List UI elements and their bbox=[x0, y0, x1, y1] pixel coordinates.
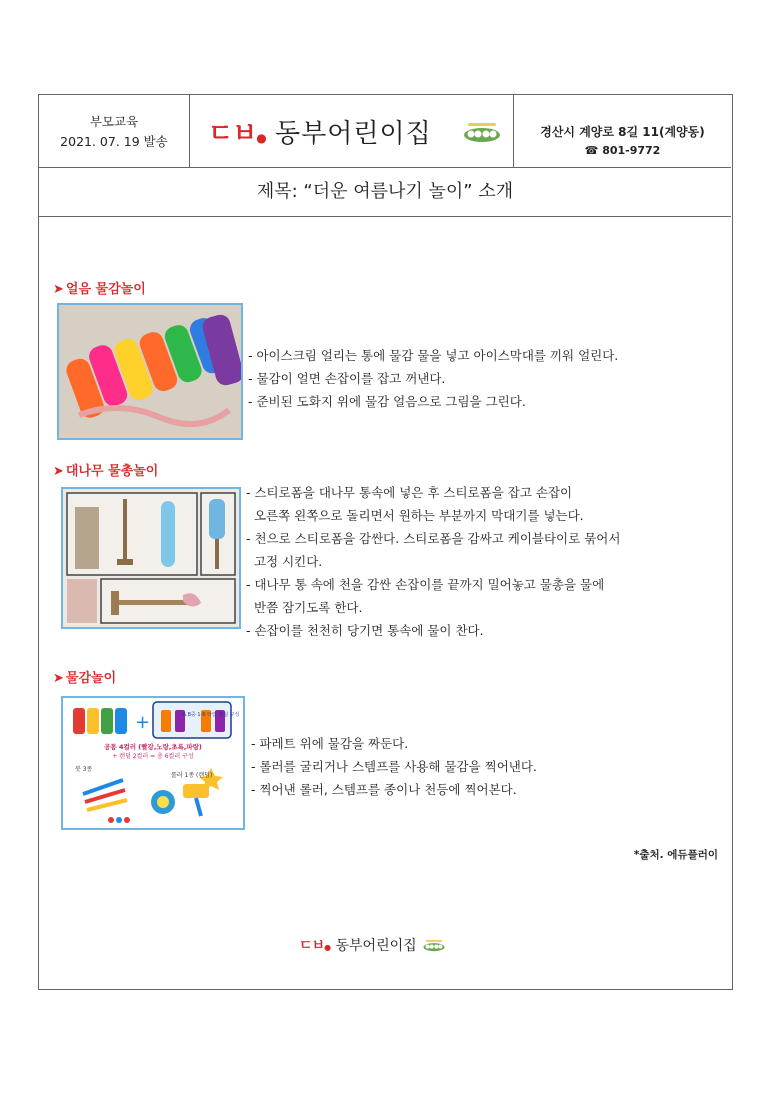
arrow-icon: ➤ bbox=[53, 464, 64, 479]
arrow-icon: ➤ bbox=[53, 671, 64, 686]
document-title: 제목: “더운 여름나기 놀이” 소개 bbox=[39, 168, 731, 217]
image-sub-caption: + 랜덤 2컬러 = 총 6컬러 구성 bbox=[112, 753, 194, 760]
bullet-item: - 찍어낸 롤러, 스템프를 종이나 천등에 찍어본다. bbox=[251, 782, 517, 797]
kindergarten-emblem-icon bbox=[462, 121, 502, 145]
section-bullets-paint-play bbox=[251, 732, 537, 801]
logo-name: 동부어린이집 bbox=[274, 119, 432, 149]
source-credit: *출처. 에듀플러이 bbox=[633, 849, 718, 861]
section-title-ice-paint: ➤ 얼음 물감놀이 bbox=[53, 282, 146, 297]
section-bullets-ice-paint bbox=[248, 344, 618, 413]
section-title-bamboo-water-gun: ➤ 대나무 물총놀이 bbox=[53, 464, 159, 479]
bullet-item: - 천으로 스티로폼을 감싼다. 스티로폼을 감싸고 케이블타이로 묶어서 bbox=[246, 531, 621, 546]
bullet-item: - 준비된 도화지 위에 물감 얼음으로 그림을 그린다. bbox=[248, 394, 526, 409]
bullet-item: - 물감이 얼면 손잡이를 잡고 꺼낸다. bbox=[248, 371, 446, 386]
bullet-item: 고정 시킨다. bbox=[246, 554, 323, 569]
photo-bamboo-water-gun bbox=[61, 487, 241, 629]
photo-paint-play bbox=[61, 696, 245, 830]
phone-icon: ☎ bbox=[584, 144, 599, 157]
bullet-item: - 파레트 위에 물감을 짜둔다. bbox=[251, 736, 409, 751]
bullet-item: 오른쪽 왼쪽으로 돌리면서 원하는 부분까지 막대기를 넣는다. bbox=[246, 508, 584, 523]
arrow-icon: ➤ bbox=[53, 282, 64, 297]
section-title-paint-play: ➤ 물감놀이 bbox=[53, 671, 117, 686]
header-issue-info bbox=[39, 95, 190, 167]
header-address: 경산시 계양로 8길 11(계양동) bbox=[540, 125, 705, 139]
logo-mark: ㄷㅂ bbox=[208, 119, 257, 149]
header-phone: 801-9772 bbox=[602, 144, 661, 157]
bullet-item: - 손잡이를 천천히 당기면 통속에 물이 찬다. bbox=[246, 623, 484, 638]
footer-logo: ㄷㅂ● 동부어린이집 bbox=[299, 935, 447, 955]
bamboo-water-gun-illustration bbox=[63, 489, 239, 627]
bullet-item: - 스티로폼을 대나무 통속에 넣은 후 스티로폼을 잡고 손잡이 bbox=[246, 485, 573, 500]
bullet-item: - 아이스크림 얼리는 통에 물감 물을 넣고 아이스막대를 끼워 얼린다. bbox=[248, 348, 619, 363]
footer-emblem-icon bbox=[421, 939, 447, 953]
bullet-item: - 대나무 통 속에 천을 감싼 손잡이를 끝까지 밀어놓고 물총을 물에 bbox=[246, 577, 605, 592]
header-phone-line bbox=[514, 144, 731, 157]
header-logo: ㄷㅂ● 동부어린이집 bbox=[190, 95, 514, 167]
image-box-label: A.B중 1-6 타입 랜덤 구성 bbox=[182, 712, 240, 718]
section-bullets-bamboo-water-gun bbox=[246, 481, 620, 642]
image-brush-caption: 붓 3종 bbox=[75, 766, 93, 773]
image-main-caption: 공통 4컬러 (빨강,노랑,초록,파랑) bbox=[104, 743, 202, 751]
svg-text:+: + bbox=[135, 712, 151, 733]
header-contact bbox=[514, 95, 731, 167]
photo-ice-paint bbox=[57, 303, 243, 440]
newsletter-page bbox=[38, 94, 733, 990]
header-category: 부모교육 bbox=[89, 114, 139, 129]
header bbox=[39, 95, 731, 168]
image-roller-caption: 롤러 1종 (랜덤) bbox=[171, 772, 213, 779]
footer-logo-name: 동부어린이집 bbox=[335, 938, 417, 954]
header-date: 2021. 07. 19 발송 bbox=[60, 134, 168, 149]
ice-pops-illustration bbox=[59, 305, 241, 438]
bullet-item: 반쯤 잠기도록 한다. bbox=[246, 600, 363, 615]
footer-logo-mark: ㄷㅂ bbox=[299, 938, 325, 954]
bullet-item: - 롤러를 굴리거나 스템프를 사용해 물감을 찍어낸다. bbox=[251, 759, 537, 774]
